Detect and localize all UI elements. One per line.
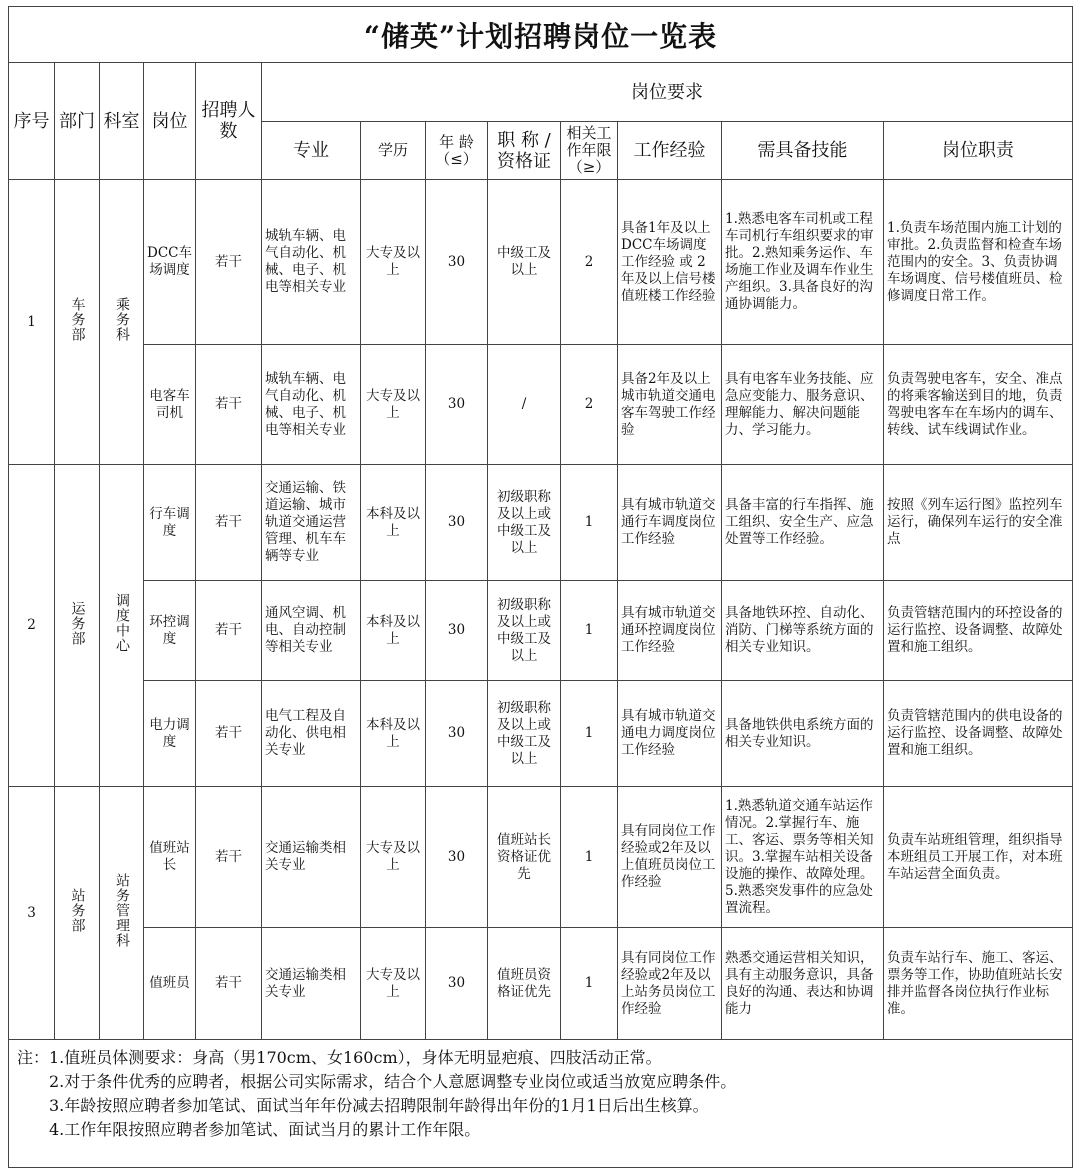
edu-cell: 大专及以上 <box>361 180 426 345</box>
years-cell: 1 <box>561 581 618 681</box>
header-edu: 学历 <box>361 122 426 180</box>
header-exp: 工作经验 <box>618 122 722 180</box>
group-seq: 2 <box>9 465 55 787</box>
table-row <box>9 928 1073 1040</box>
duty-cell: 负责管辖范围内的供电设备的运行监控、设备调整、故障处置和施工组织。 <box>884 681 1073 787</box>
table-row <box>9 465 1073 581</box>
post-count: 若干 <box>196 581 262 681</box>
age-cell: 30 <box>426 345 488 465</box>
cert-cell: 初级职称及以上或中级工及以上 <box>488 681 561 787</box>
major-cell: 电气工程及自动化、供电相关专业 <box>262 681 361 787</box>
edu-cell: 大专及以上 <box>361 345 426 465</box>
skills-cell: 具有电客车业务技能、应急应变能力、服务意识、理解能力、解决问题能力、学习能力。 <box>722 345 884 465</box>
group-office: 站务管理科 <box>114 873 130 948</box>
age-cell: 30 <box>426 581 488 681</box>
exp-cell: 具有城市轨道交通行车调度岗位工作经验 <box>618 465 722 581</box>
major-cell: 交通运输类相关专业 <box>262 787 361 928</box>
header-num: 招聘人数 <box>196 63 262 180</box>
duty-cell: 负责管辖范围内的环控设备的运行监控、设备调整、故障处置和施工组织。 <box>884 581 1073 681</box>
group-dept: 车务部 <box>69 297 86 342</box>
exp-cell: 具有城市轨道交通电力调度岗位工作经验 <box>618 681 722 787</box>
years-cell: 1 <box>561 465 618 581</box>
duty-cell: 负责驾驶电客车，安全、准点的将乘客输送到目的地，负责驾驶电客车在车场内的调车、转线、试车线调试作业。 <box>884 345 1073 465</box>
post-name: 电力调度 <box>144 681 196 787</box>
cert-cell: / <box>488 345 561 465</box>
notes-section <box>9 1040 1073 1168</box>
years-cell: 1 <box>561 928 618 1040</box>
header-duty: 岗位职责 <box>884 122 1073 180</box>
header-requirements: 岗位要求 <box>262 63 1073 122</box>
years-cell: 1 <box>561 787 618 928</box>
post-count: 若干 <box>196 681 262 787</box>
post-name: 行车调度 <box>144 465 196 581</box>
years-cell: 1 <box>561 681 618 787</box>
page-title: “储英”计划招聘岗位一览表 <box>9 7 1073 63</box>
major-cell: 通风空调、机电、自动控制等相关专业 <box>262 581 361 681</box>
post-count: 若干 <box>196 465 262 581</box>
cert-cell: 初级职称及以上或中级工及以上 <box>488 465 561 581</box>
post-name: 值班员 <box>144 928 196 1040</box>
duty-cell: 负责车站班组管理，组织指导本班组员工开展工作，对本班车站运营全面负责。 <box>884 787 1073 928</box>
cert-cell: 初级职称及以上或中级工及以上 <box>488 581 561 681</box>
group-office: 调度中心 <box>114 593 130 653</box>
note-line: 2.对于条件优秀的应聘者，根据公司实际需求，结合个人意愿调整专业岗位或适当放宽应聘条件。 <box>49 1072 737 1091</box>
skills-cell: 熟悉交通运营相关知识，具有主动服务意识，具备良好的沟通、表达和协调能力 <box>722 928 884 1040</box>
header-skills: 需具备技能 <box>722 122 884 180</box>
age-cell: 30 <box>426 928 488 1040</box>
group-dept: 运务部 <box>69 600 86 646</box>
cert-cell: 值班员资格证优先 <box>488 928 561 1040</box>
post-count: 若干 <box>196 180 262 345</box>
exp-cell: 具有同岗位工作经验或2年及以上站务员岗位工作经验 <box>618 928 722 1040</box>
major-cell: 交通运输、铁道运输、城市轨道交通运营管理、机车车辆等专业 <box>262 465 361 581</box>
table-row <box>9 345 1073 465</box>
skills-cell: 具备丰富的行车指挥、施工组织、安全生产、应急处置等工作经验。 <box>722 465 884 581</box>
skills-cell: 具备地铁供电系统方面的相关专业知识。 <box>722 681 884 787</box>
age-cell: 30 <box>426 787 488 928</box>
group-seq: 3 <box>9 787 55 1040</box>
header-dept: 部门 <box>55 63 100 180</box>
post-count: 若干 <box>196 928 262 1040</box>
post-name: 电客车司机 <box>144 345 196 465</box>
exp-cell: 具有同岗位工作经验或2年及以上值班员岗位工作经验 <box>618 787 722 928</box>
post-count: 若干 <box>196 787 262 928</box>
skills-cell: 1.熟悉电客车司机或工程车司机行车组织要求的审批。2.熟知乘务运作、车场施工作业及调车作业生产组织。3.具备良好的沟通协调能力。 <box>722 180 884 345</box>
post-name: 环控调度 <box>144 581 196 681</box>
table-row <box>9 681 1073 787</box>
skills-cell: 具备地铁环控、自动化、消防、门梯等系统方面的相关专业知识。 <box>722 581 884 681</box>
table-row <box>9 180 1073 345</box>
years-cell: 2 <box>561 345 618 465</box>
note-line: 3.年龄按照应聘者参加笔试、面试当年年份减去招聘限制年龄得出年份的1月1日后出生核算。 <box>49 1096 709 1115</box>
note-line: 4.工作年限按照应聘者参加笔试、面试当月的累计工作年限。 <box>49 1120 481 1139</box>
years-cell: 2 <box>561 180 618 345</box>
duty-cell: 按照《列车运行图》监控列车运行，确保列车运行的安全准点 <box>884 465 1073 581</box>
exp-cell: 具有城市轨道交通环控调度岗位工作经验 <box>618 581 722 681</box>
edu-cell: 本科及以上 <box>361 681 426 787</box>
edu-cell: 大专及以上 <box>361 928 426 1040</box>
post-name: DCC车场调度 <box>144 180 196 345</box>
major-cell: 交通运输类相关专业 <box>262 928 361 1040</box>
header-office: 科室 <box>100 63 144 180</box>
skills-cell: 1.熟悉轨道交通车站运作情况。2.掌握行车、施工、客运、票务等相关知识。3.掌握车站相关设备设施的操作、故障处理。5.熟悉突发事件的应急处置流程。 <box>722 787 884 928</box>
cert-cell: 值班站长资格证优先 <box>488 787 561 928</box>
exp-cell: 具备1年及以上DCC车场调度工作经验 或 2年及以上信号楼值班楼工作经验 <box>618 180 722 345</box>
table-row <box>9 581 1073 681</box>
header-major: 专业 <box>262 122 361 180</box>
age-cell: 30 <box>426 180 488 345</box>
edu-cell: 本科及以上 <box>361 465 426 581</box>
edu-cell: 大专及以上 <box>361 787 426 928</box>
group-office: 乘务科 <box>114 297 130 342</box>
edu-cell: 本科及以上 <box>361 581 426 681</box>
major-cell: 城轨车辆、电气自动化、机械、电子、机电等相关专业 <box>262 180 361 345</box>
header-age: 年 龄（≤） <box>426 122 488 180</box>
age-cell: 30 <box>426 465 488 581</box>
header-post: 岗位 <box>144 63 196 180</box>
recruitment-table <box>8 6 1073 1168</box>
group-seq: 1 <box>9 180 55 465</box>
header-seq: 序号 <box>9 63 55 180</box>
post-count: 若干 <box>196 345 262 465</box>
duty-cell: 负责车站行车、施工、客运、票务等工作，协助值班站长安排并监督各岗位执行作业标准。 <box>884 928 1073 1040</box>
duty-cell: 1.负责车场范围内施工计划的审批。2.负责监督和检查车场范围内的安全。3、负责协调车场调度、信号楼值班员、检修调度日常工作。 <box>884 180 1073 345</box>
age-cell: 30 <box>426 681 488 787</box>
cert-cell: 中级工及以上 <box>488 180 561 345</box>
note-line: 注：1.值班员体测要求：身高（男170cm、女160cm），身体无明显疤痕、四肢活动正常。 <box>17 1048 662 1067</box>
table-row <box>9 787 1073 928</box>
header-years: 相关工作年限（≥） <box>561 122 618 180</box>
group-dept: 站务部 <box>69 888 86 933</box>
major-cell: 城轨车辆、电气自动化、机械、电子、机电等相关专业 <box>262 345 361 465</box>
header-cert: 职 称 / 资格证 <box>488 122 561 180</box>
exp-cell: 具备2年及以上城市轨道交通电客车驾驶工作经验 <box>618 345 722 465</box>
post-name: 值班站长 <box>144 787 196 928</box>
